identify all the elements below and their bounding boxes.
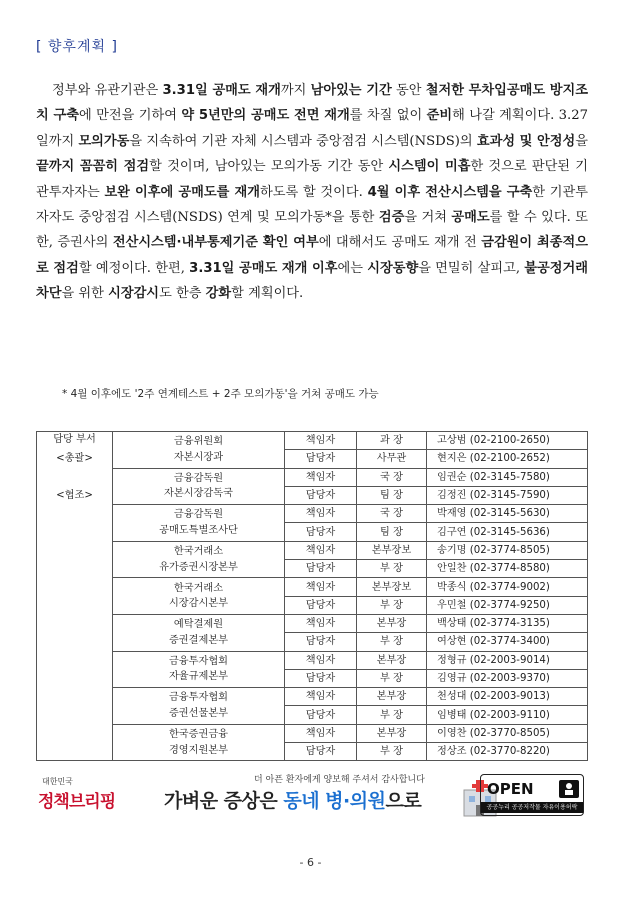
- position-cell: 본부장: [357, 724, 427, 742]
- role-cell: 담당자: [285, 523, 357, 541]
- emphasis-text: 끝까지 꼼꼼히 점검: [36, 159, 150, 175]
- position-cell: 팀 장: [357, 523, 427, 541]
- ad-subtitle: 더 아픈 환자에게 양보해 주셔서 감사합니다: [254, 775, 425, 785]
- emphasis-text: 약 5년만의 공매도 전면 재개: [181, 108, 350, 124]
- person-cell: 송기명 (02-3774-8505): [427, 541, 588, 559]
- role-cell: 책임자: [285, 688, 357, 706]
- brand-main-text: 정책브리핑: [38, 792, 116, 812]
- campaign-ad[interactable]: [164, 770, 500, 820]
- dept-label: <총괄>: [56, 452, 93, 464]
- org-name: 자본시장과: [173, 451, 224, 463]
- position-cell: 본부장: [357, 651, 427, 669]
- body-text: 을 지속하여 기관 자체 시스템과 중앙점검 시스템(NSDS)의: [129, 133, 477, 149]
- org-name: 금융감독원: [173, 472, 224, 484]
- org-name: 증권선물본부: [168, 707, 229, 719]
- body-text: 할 것이며, 남아있는 모의가동 기간 동안: [149, 159, 389, 175]
- org-name: 한국증권금융: [168, 729, 229, 741]
- org-name: 금융감독원: [173, 509, 224, 521]
- table-row: [37, 432, 588, 450]
- body-text: 을 위한: [61, 286, 109, 302]
- brand-top-text: 대한민국: [42, 777, 73, 786]
- open-license-subtext: 공공누리 공공저작물 자유이용허락: [481, 802, 583, 813]
- person-cell: 현지은 (02-2100-2652): [427, 450, 588, 468]
- org-cell: [113, 505, 285, 542]
- role-cell: 책임자: [285, 541, 357, 559]
- emphasis-text: 남아있는 기간: [310, 83, 392, 98]
- org-cell: [113, 688, 285, 725]
- position-cell: 부 장: [357, 743, 427, 761]
- person-cell: 김정진 (02-3145-7590): [427, 486, 588, 504]
- org-name: 공매도특별조사단: [159, 524, 238, 536]
- body-text: 에 만전을 기하여: [79, 108, 182, 124]
- body-text: 에는: [337, 260, 368, 276]
- org-name: 유가증권시장본부: [159, 561, 238, 573]
- position-cell: 부 장: [357, 669, 427, 687]
- position-cell: 부 장: [357, 596, 427, 614]
- body-text: 할 계획이다.: [231, 286, 304, 302]
- org-cell: [113, 432, 285, 469]
- emphasis-text: 전산시스템·내부통제기준 확인 여부: [112, 235, 319, 251]
- org-name: 한국거래소: [173, 582, 224, 594]
- org-name: 금융투자협회: [168, 655, 229, 667]
- emphasis-text: 시장감시: [108, 286, 160, 302]
- contacts-table: [36, 431, 588, 761]
- page-number: - 6 -: [299, 856, 322, 869]
- org-name: 자율규제본부: [168, 671, 229, 683]
- org-cell: [113, 724, 285, 761]
- role-cell: 담당자: [285, 706, 357, 724]
- position-cell: 사무관: [357, 450, 427, 468]
- person-cell: 임권순 (02-3145-7580): [427, 468, 588, 486]
- emphasis-text: 3.31일 공매도 재개 이후: [189, 260, 338, 276]
- position-cell: 본부장: [357, 614, 427, 632]
- org-name: 한국거래소: [173, 546, 224, 558]
- policy-briefing-logo[interactable]: [38, 776, 134, 816]
- position-cell: 국 장: [357, 505, 427, 523]
- position-cell: 본부장보: [357, 578, 427, 596]
- body-text: 을 거쳐: [404, 210, 452, 226]
- person-cell: 고상범 (02-2100-2650): [427, 432, 588, 450]
- position-cell: 본부장: [357, 688, 427, 706]
- body-text: 에 대해서도 공매도 재개 전: [318, 235, 482, 251]
- table-row: [37, 688, 588, 706]
- ad-headline: [164, 786, 421, 813]
- table-row: [37, 614, 588, 632]
- body-text: 를 할 수 있다. 또한, 증권사의: [36, 210, 588, 251]
- person-cell: 김구연 (02-3145-5636): [427, 523, 588, 541]
- body-text: 할 예정이다. 한편,: [78, 260, 190, 276]
- body-text: 해 나갈 계획이다. 3.27일까지: [36, 108, 589, 149]
- role-cell: 책임자: [285, 614, 357, 632]
- emphasis-text: 모의가동: [78, 133, 130, 149]
- table-row: [37, 468, 588, 486]
- ad-headline-part2: 동네 병·의원: [283, 790, 386, 812]
- position-cell: 부 장: [357, 560, 427, 578]
- body-text: 을 면밀히 살피고,: [418, 260, 525, 276]
- role-cell: 담당자: [285, 560, 357, 578]
- role-cell: 담당자: [285, 743, 357, 761]
- person-cell: 여상현 (02-3774-3400): [427, 633, 588, 651]
- role-cell: 책임자: [285, 578, 357, 596]
- org-name: 증권결제본부: [168, 634, 229, 646]
- org-name: 금융위원회: [173, 436, 224, 448]
- emphasis-text: 철저한 무차입공매도 방지조치 구축: [36, 83, 588, 124]
- license-type-icon: [559, 780, 579, 798]
- open-license-badge[interactable]: [480, 774, 584, 816]
- emphasis-text: 금감원이 최종적으로 점검: [36, 235, 588, 276]
- table-row: [37, 541, 588, 559]
- body-text: 한 것으로 판단된 기관투자자는: [36, 159, 588, 200]
- person-cell: 정형규 (02-2003-9014): [427, 651, 588, 669]
- body-text: 동안: [391, 83, 426, 98]
- table-row: [37, 505, 588, 523]
- role-cell: 책임자: [285, 468, 357, 486]
- person-cell: 박재영 (02-3145-5630): [427, 505, 588, 523]
- emphasis-text: 공매도: [451, 210, 490, 226]
- dept-label: 담당 부서: [53, 434, 96, 445]
- org-cell: [113, 468, 285, 505]
- emphasis-text: 검증: [378, 210, 405, 226]
- role-cell: 담당자: [285, 596, 357, 614]
- dept-label: <협조>: [56, 489, 93, 501]
- body-text: 정부와 유관기관은: [52, 83, 163, 98]
- body-text: 도 한층: [159, 286, 206, 302]
- person-cell: 이영찬 (02-3770-8505): [427, 724, 588, 742]
- org-name: 예탁결제원: [173, 619, 224, 631]
- person-icon: [559, 780, 579, 798]
- emphasis-text: 효과성 및 안정성: [476, 133, 576, 149]
- emphasis-text: 준비: [426, 108, 453, 124]
- role-cell: 담당자: [285, 669, 357, 687]
- person-cell: 김영규 (02-2003-9370): [427, 669, 588, 687]
- person-cell: 정상조 (02-3770-8220): [427, 743, 588, 761]
- table-row: [37, 578, 588, 596]
- person-cell: 백상태 (02-3774-3135): [427, 614, 588, 632]
- role-cell: 책임자: [285, 505, 357, 523]
- table-row: [37, 651, 588, 669]
- dept-cell: [37, 432, 113, 761]
- org-cell: [113, 541, 285, 578]
- position-cell: 부 장: [357, 633, 427, 651]
- role-cell: 담당자: [285, 633, 357, 651]
- role-cell: 담당자: [285, 450, 357, 468]
- footnote: * 4월 이후에도 '2주 연계테스트 + 2주 모의가동'을 거쳐 공매도 가능: [62, 388, 379, 400]
- table-row: [37, 724, 588, 742]
- role-cell: 책임자: [285, 724, 357, 742]
- body-text: 까지: [280, 83, 311, 98]
- role-cell: 책임자: [285, 432, 357, 450]
- position-cell: 과 장: [357, 432, 427, 450]
- person-cell: 임병태 (02-2003-9110): [427, 706, 588, 724]
- body-paragraph: [36, 78, 588, 307]
- body-text: 하도록 할 것이다.: [259, 184, 368, 200]
- org-name: 시장감시본부: [168, 598, 229, 610]
- org-cell: [113, 614, 285, 651]
- emphasis-text: 시장동향: [367, 260, 419, 276]
- body-text: 을: [575, 133, 588, 149]
- emphasis-text: 강화: [205, 286, 232, 302]
- org-name: 경영지원본부: [168, 744, 229, 756]
- body-text: 한 기관투자자도 중앙점검 시스템(NSDS) 연계 및 모의가동*을 통한: [36, 184, 588, 226]
- org-cell: [113, 578, 285, 615]
- emphasis-text: 3.31일 공매도 재개: [162, 83, 281, 98]
- position-cell: 국 장: [357, 468, 427, 486]
- person-cell: 우민철 (02-3774-9250): [427, 596, 588, 614]
- body-text: 를 차질 없이: [349, 108, 427, 124]
- ad-headline-part3: 으로: [385, 790, 422, 812]
- footer-banner: [36, 770, 588, 820]
- emphasis-text: 시스템이 미흡: [388, 159, 471, 175]
- open-license-word: OPEN: [487, 780, 534, 798]
- org-cell: [113, 651, 285, 688]
- person-cell: 천성대 (02-2003-9013): [427, 688, 588, 706]
- person-cell: 안일찬 (02-3774-8580): [427, 560, 588, 578]
- org-name: 자본시장감독국: [164, 488, 233, 500]
- emphasis-text: 4월 이후 전산시스템을 구축: [367, 184, 533, 200]
- position-cell: 부 장: [357, 706, 427, 724]
- ad-headline-part1: 가벼운 증상은: [164, 790, 284, 812]
- person-cell: 박종식 (02-3774-9002): [427, 578, 588, 596]
- emphasis-text: 보완 이후에 공매도를 재개: [104, 184, 260, 200]
- org-name: 금융투자협회: [168, 692, 229, 704]
- emphasis-text: 불공정거래 차단: [36, 260, 588, 302]
- role-cell: 책임자: [285, 651, 357, 669]
- role-cell: 담당자: [285, 486, 357, 504]
- position-cell: 본부장보: [357, 541, 427, 559]
- dept-label: [39, 469, 110, 488]
- section-title: [ 향후계획 ]: [36, 39, 118, 55]
- position-cell: 팀 장: [357, 486, 427, 504]
